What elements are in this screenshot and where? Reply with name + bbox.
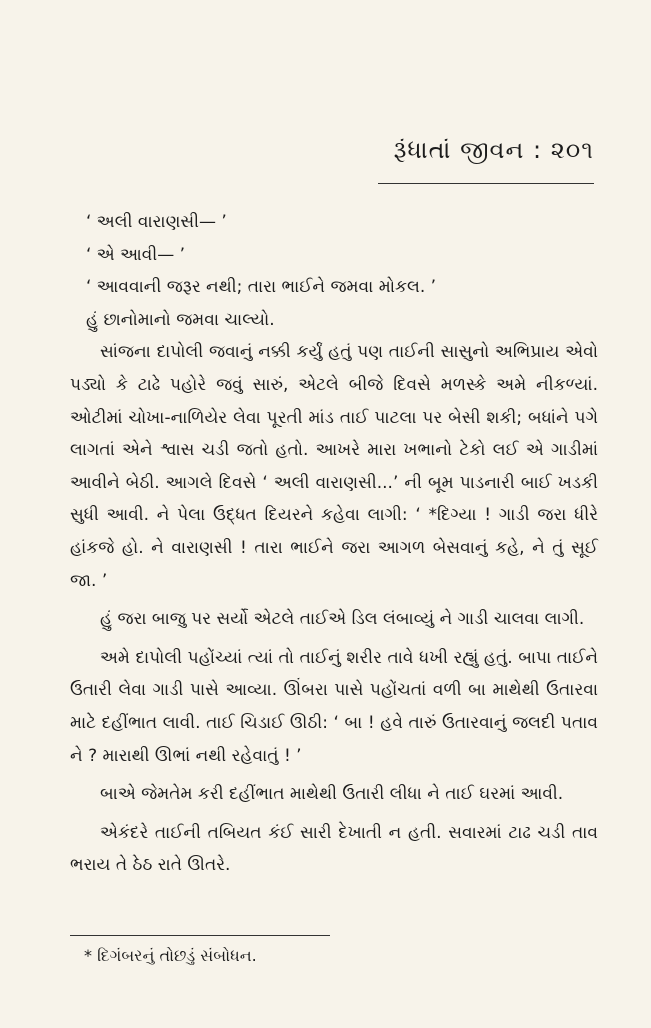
header-underline xyxy=(378,183,594,184)
footnote: * દિગંબરનું તોછડું સંબોધન. xyxy=(84,946,257,965)
dialogue-line: ‘ એ આવી— ’ xyxy=(86,244,186,265)
narration-line: હું છાનોમાનો જમવા ચાલ્યો. xyxy=(86,309,275,330)
footnote-divider xyxy=(70,935,330,936)
dialogue-line: ‘ અલી વારાણસી— ’ xyxy=(86,212,227,232)
paragraph: સાંજના દાપોલી જવાનું નક્કી કર્યું હતું પણ તાઈની સાસુનો અભિપ્રાય એવો પડ્યો કે ટાઢે પહોરે જવું સારું, એટલે બીજે દિવસે મળસ્કે અમે નીકળ્યાં. ઓટીમાં ચોખા-નાળિયેર લેવા પૂરતી માંડ તાઈ પાટલા પર બેસી શકી; બધાંને પગે લાગતાં એને શ્વાસ ચડી જતો હતો. આખરે મારા ખભાનો ટેકો લઈ એ ગાડીમાં આવીને બેઠી. આગલે દિવસે ‘ અલી વારાણસી...’ ની બૂમ પાડનારી બાઈ ખડકી સુધી આવી. ને પેલા ઉદ્ધત દિયરને કહેવા લાગી: ‘ *દિગ્યા ! ગાડી જરા ધીરે હાંકજે હો. ને વારાણસી ! તારા ભાઈને જરા આગળ બેસવાનું કહે, ને તું સૂઈ જા. ’ xyxy=(70,342,598,591)
paragraph: હું જરા બાજુ પર સર્યો એટલે તાઈએ ડિલ લંબાવ્યું ને ગાડી ચાલવા લાગી. xyxy=(100,609,585,630)
paragraph: એકંદરે તાઈની તબિયત કંઈ સારી દેખાતી ન હતી. સવારમાં ટાઢ ચડી તાવ ભરાય તે ઠેઠ રાતે ઊતરે. xyxy=(70,822,598,876)
page-body xyxy=(70,206,598,882)
dialogue-line: ‘ આવવાની જરૂર નથી; તારા ભાઈને જમવા મોકલ. ’ xyxy=(86,277,437,298)
paragraph: અમે દાપોલી પહોંચ્યાં ત્યાં તો તાઈનું શરીર તાવે ધખી રહ્યું હતું. બાપા તાઈને ઉતારી લેવા ગાડી પાસે આવ્યા. ઊંબરા પાસે પહોંચતાં વળી બા માથેથી ઉતારવા માટે દહીંભાત લાવી. તાઈ ચિડાઈ ઊઠી: ‘ બા ! હવે તારું ઉતારવાનું જલદી પતાવ ને ? મારાથી ઊભાં નથી રહેવાતું ! ’ xyxy=(70,647,598,766)
paragraph: બાએ જેમતેમ કરી દહીંભાત માથેથી ઉતારી લીધા ને તાઈ ઘરમાં આવી. xyxy=(100,784,564,805)
page-header: રૂંધાતાં જીવન : ૨૦૧ xyxy=(393,136,594,164)
